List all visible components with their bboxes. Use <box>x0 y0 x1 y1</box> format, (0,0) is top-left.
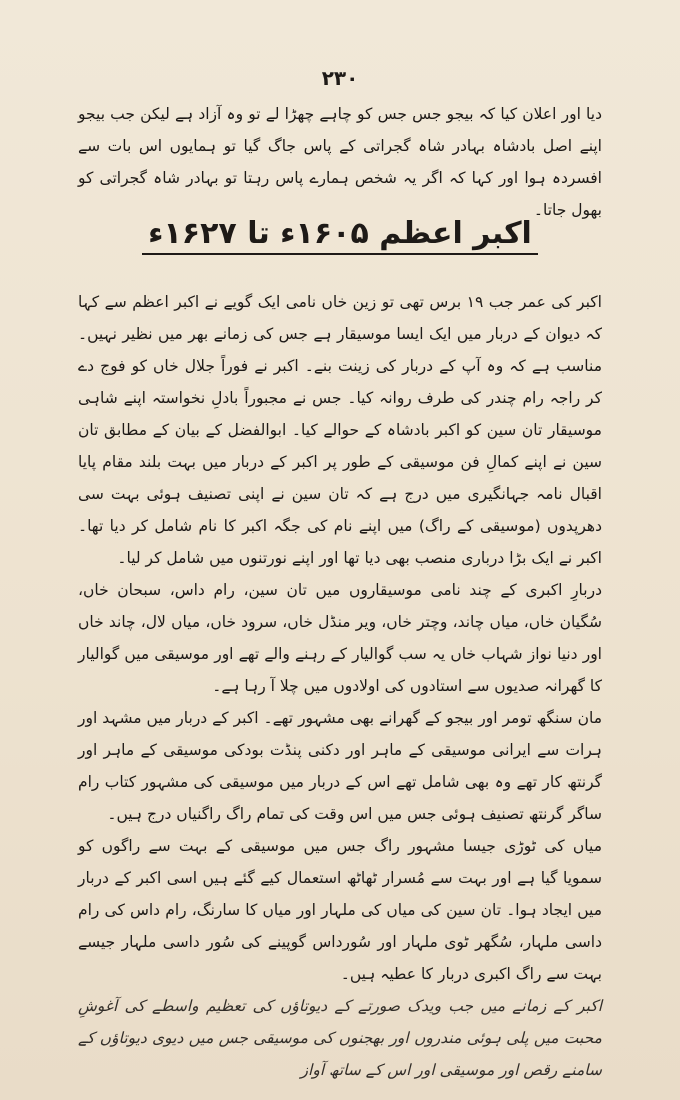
page-number: ۲۳۰ <box>321 66 359 90</box>
body-paragraph: اکبر کی عمر جب ۱۹ برس تھی تو زین خاں نامی ایک گویے نے اکبر اعظم سے کہا کہ دیوان کے دربار میں ایک ایسا موسیقار ہے جس کی زمانے بھر میں نظیر نہیں۔ مناسب ہے کہ وہ آپ کے دربار کی زینت بنے۔ اکبر نے فوراً جلال خاں کو فوج دے کر راجہ رام چندر کی طرف روانہ کیا۔ جس نے مجبوراً بادلِ نخواستہ اپنے شاہی موسیقار تان سین کو اکبر بادشاہ کے حوالے کیا۔ ابوالفضل کے بیان کے مطابق تان سین نے اپنے کمالِ فن موسیقی کے طور پر اکبر کے دربار میں بہت بلند مقام پایا اقبال نامہ جہانگیری میں درج ہے کہ تان سین نے اپنی تصنیف ہوئی بہت سی دھرپدوں (موسیقی کے راگ) میں اپنے نام کی جگہ اکبر کا نام شامل کر دیا تھا۔ اکبر نے ایک بڑا درباری منصب بھی دیا تھا اور اپنے نورتنوں میں شامل کر لیا۔ <box>78 293 602 567</box>
handwritten-paragraph: اکبر کے زمانے میں جب ویدک صورتے کے دیوتاؤں کی تعظیم واسطے کی آغوشِ محبت میں پلی ہوئی مندروں اور بھجنوں کی موسیقی جس میں دیوی دیوتاؤں کے سامنے رقص اور موسیقی اور اس کے ساتھ آواز <box>78 997 602 1079</box>
body-paragraph: میاں کی ٹوڑی جیسا مشہور راگ جس میں موسیقی کے بہت سے راگوں کو سمویا گیا ہے اور بہت سے مُسرار ٹھاٹھ استعمال کیے گئے ہیں اسی اکبر کے دربار میں ایجاد ہوا۔ تان سین کی میاں کی ملہار اور میاں کا سارنگ، رام داس کی رام داسی ملہار، سُگھر ٹوی ملہار اور سُورداس گوپینے کی سُور داسی ملہار جیسے بہت سے راگ اکبری دربار کا عطیہ ہیں۔ <box>78 837 602 983</box>
body-paragraph: دربارِ اکبری کے چند نامی موسیقاروں میں تان سین، رام داس، سبحان خاں، سُگیان خاں، میاں چاند، وچتر خاں، ویر منڈل خاں، سرود خاں، میاں لال، چاند خاں اور دنیا نواز شہاب خاں یہ سب گوالیار کے رہنے والے تھے اور موسیقی میں گوالیار کا گھرانہ صدیوں سے استادوں کی اولادوں میں چلا آ رہا ہے۔ <box>78 581 602 695</box>
body-paragraph: مان سنگھ تومر اور بیجو کے گھرانے بھی مشہور تھے۔ اکبر کے دربار میں مشہد اور ہرات سے ایرانی موسیقی کے ماہر اور دکنی پنڈت بودکی موسیقی کے ماہر اور گرنتھ کار تھے وہ بھی شامل تھے اس کے دربار میں موسیقی کی مشہور کتاب رام ساگر گرنتھ تصنیف ہوئی جس میں اس وقت کی تمام راگ راگنیاں درج ہیں۔ <box>78 709 602 823</box>
intro-text: دیا اور اعلان کیا کہ بیجو جس جس کو چاہے چھڑا لے تو وہ آزاد ہے لیکن جب بیجو اپنے اصل بادشاہ بہادر شاہ گجراتی کے پاس جاگ گیا تو ہمایوں اس بات سے افسردہ ہوا اور کہا کہ اگر یہ شخص ہمارے پاس رہتا تو بہادر شاہ گجراتی کو بھول جاتا۔ <box>78 105 602 219</box>
intro-paragraph <box>78 98 602 226</box>
section-body <box>78 286 602 1086</box>
section-heading <box>0 216 680 255</box>
section-heading-text: اکبر اعظم ۱۶۰۵ء تا ۱۶۲۷ء <box>142 216 538 255</box>
